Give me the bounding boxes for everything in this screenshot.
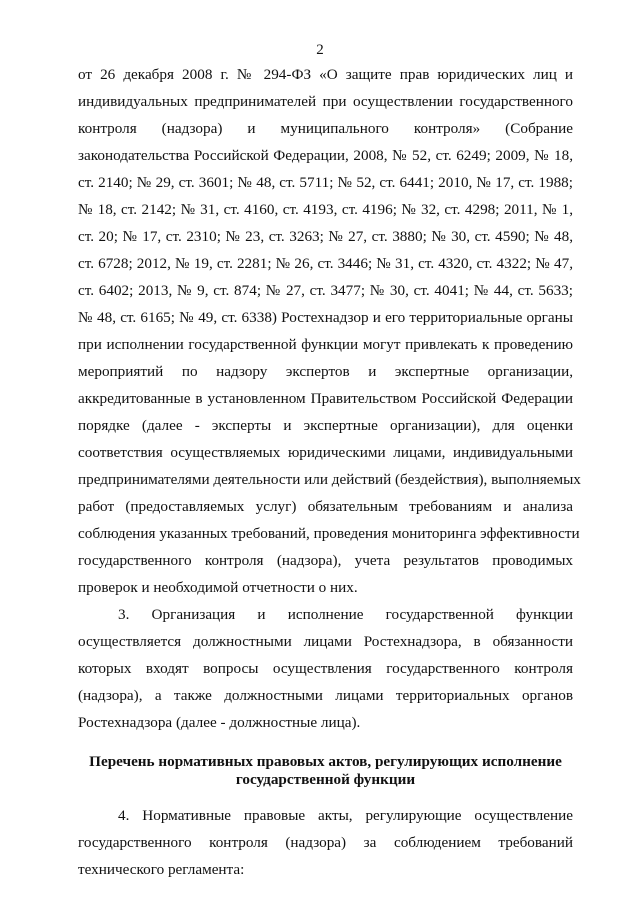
section-heading: Перечень нормативных правовых актов, регулирующих исполнение <box>89 753 562 770</box>
text-line: мероприятий по надзору экспертов и экспертные организации, <box>78 363 573 380</box>
text-line: порядке (далее - эксперты и экспертные организации), для оценки <box>78 417 573 434</box>
section-heading: государственной функции <box>235 771 416 788</box>
text-line: аккредитованные в установленном Правительством Российской Федерации <box>78 390 573 407</box>
text-line: государственного контроля (надзора) за соблюдением требований <box>78 834 573 851</box>
text-line: ст. 20; № 17, ст. 2310; № 23, ст. 3263; № 27, ст. 3880; № 30, ст. 4590; № 48, <box>78 228 573 245</box>
text-line: ст. 6728; 2012, № 19, ст. 2281; № 26, ст. 3446; № 31, ст. 4320, ст. 4322; № 47, <box>78 255 573 272</box>
text-line: контроля (надзора) и муниципального контроля» (Собрание <box>78 120 573 137</box>
text-line: № 18, ст. 2142; № 31, ст. 4160, ст. 4193, ст. 4196; № 32, ст. 4298; 2011, № 1, <box>78 201 573 218</box>
text-line: осуществляется должностными лицами Ростехнадзора, в обязанности <box>78 633 573 650</box>
text-line: № 48, ст. 6165; № 49, ст. 6338) Ростехнадзор и его территориальные органы <box>78 309 573 326</box>
text-line: технического регламента: <box>78 861 245 878</box>
text-line: при исполнении государственной функции могут привлекать к проведению <box>78 336 573 353</box>
text-line: предпринимателями деятельности или действий (бездействия), выполняемых <box>78 471 581 488</box>
text-line: работ (предоставляемых услуг) обязательным требованиям и анализа <box>78 498 573 515</box>
text-line: ст. 2140; № 29, ст. 3601; № 48, ст. 5711; № 52, ст. 6441; 2010, № 17, ст. 1988; <box>78 174 573 191</box>
text-line: соблюдения указанных требований, проведения мониторинга эффективности <box>78 525 580 542</box>
text-line: которых входят вопросы осуществления государственного контроля <box>78 660 573 677</box>
text-line: ст. 6402; 2013, № 9, ст. 874; № 27, ст. 3477; № 30, ст. 4041; № 44, ст. 5633; <box>78 282 573 299</box>
text-line: соответствия осуществляемых юридическими лицами, индивидуальными <box>78 444 573 461</box>
text-line: 4. Нормативные правовые акты, регулирующие осуществление <box>118 807 573 824</box>
text-line: проверок и необходимой отчетности о них. <box>78 579 358 596</box>
text-line: государственного контроля (надзора), учета результатов проводимых <box>78 552 573 569</box>
text-line: (надзора), а также должностными лицами территориальных органов <box>78 687 573 704</box>
text-line: законодательства Российской Федерации, 2008, № 52, ст. 6249; 2009, № 18, <box>78 147 573 164</box>
page-number: 2 <box>316 42 324 58</box>
text-line: индивидуальных предпринимателей при осуществлении государственного <box>78 93 573 110</box>
text-line: 3. Организация и исполнение государственной функции <box>118 606 573 623</box>
text-line: от 26 декабря 2008 г. № 294-ФЗ «О защите прав юридических лиц и <box>78 66 573 83</box>
text-line: Ростехнадзора (далее - должностные лица). <box>78 714 361 731</box>
